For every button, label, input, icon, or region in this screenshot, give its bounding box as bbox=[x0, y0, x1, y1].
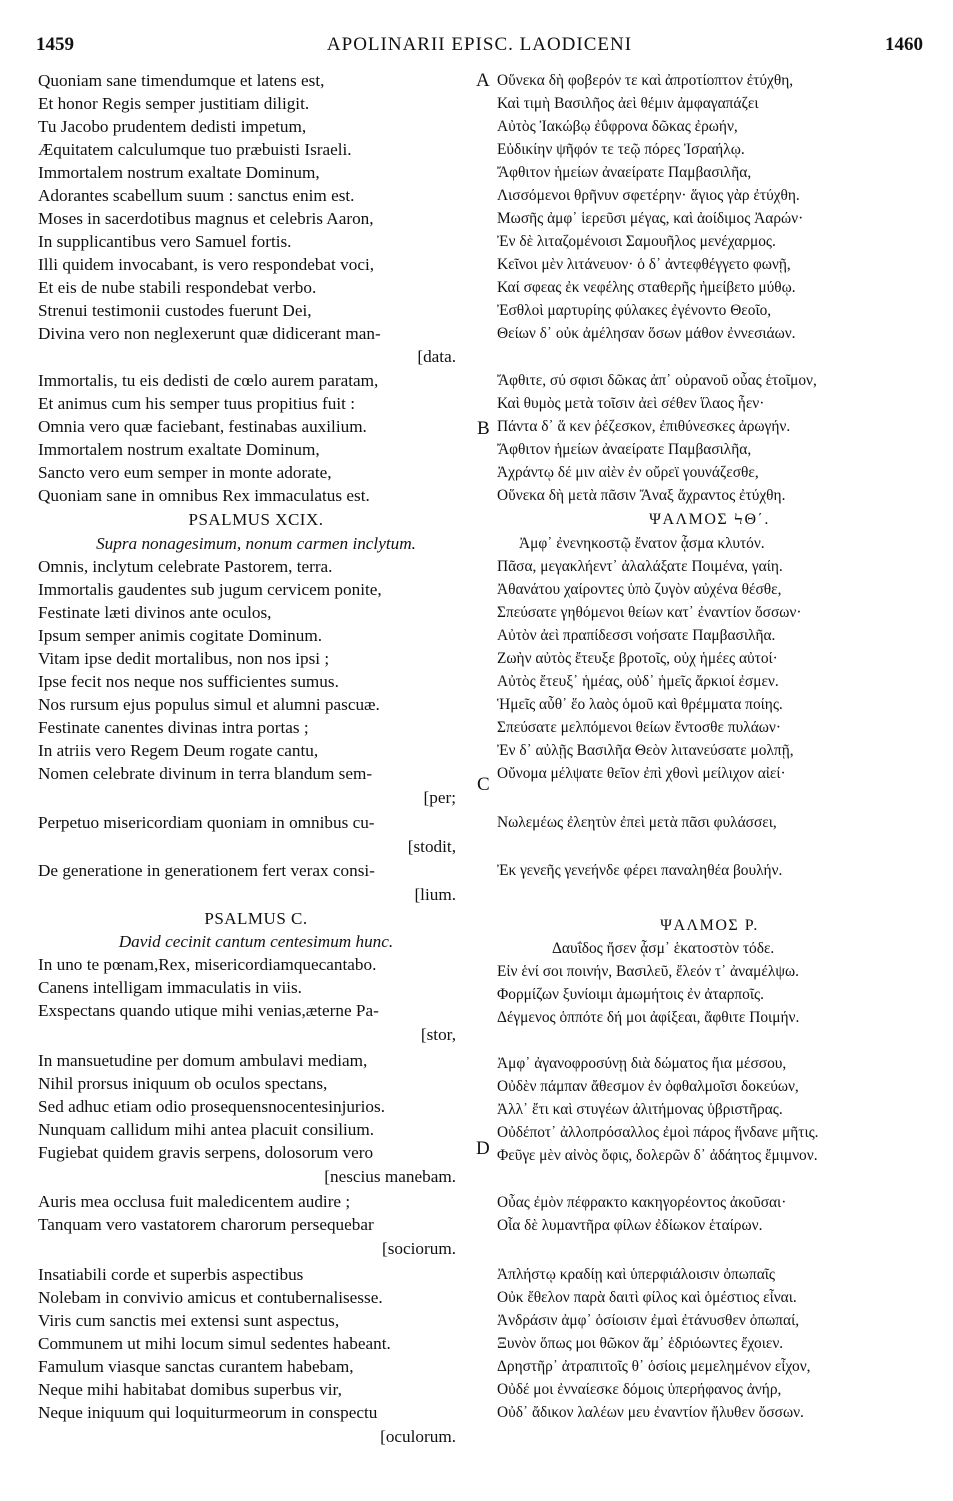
verse-line: Divina vero non neglexerunt quæ didicerant man- bbox=[38, 324, 381, 343]
page-number-left: 1459 bbox=[36, 34, 74, 55]
psalm-heading: ΨΑΛΜΟΣ Ρ. bbox=[660, 917, 759, 934]
verse-line: Adorantes scabellum suum : sanctus enim est. bbox=[38, 186, 355, 205]
verse-line: Σπεύσατε μελπόμενοι θείων ἔντοσθε πυλάων· bbox=[497, 719, 781, 736]
verse-line: Et animus cum his semper tuus propitius fuit : bbox=[38, 394, 355, 413]
verse-line: Ἀπλήστῳ κραδίῃ καὶ ὑπερφιάλοισιν ὀπωπαῖς bbox=[497, 1266, 776, 1283]
verse-line: Vitam ipse dedit mortalibus, non nos ipsi ; bbox=[38, 649, 330, 668]
psalm-subtitle: Δαυΐδος ἤσεν ᾆσμ᾽ ἑκατοστὸν τόδε. bbox=[552, 940, 775, 957]
verse-line: Ipse fecit nos neque nos sufficientes sumus. bbox=[38, 672, 339, 691]
verse-line: Οὐκ ἔθελον παρὰ δαιτὶ φίλος καὶ ὁμέστιος εἶναι. bbox=[497, 1289, 797, 1306]
psalm-heading: PSALMUS XCIX. bbox=[188, 510, 324, 529]
verse-line: Nihil prorsus iniquum ob oculos spectans, bbox=[38, 1074, 328, 1093]
verse-line: Immortalem nostrum exaltate Dominum, bbox=[38, 163, 320, 182]
verse-line: Strenui testimonii custodes fuerunt Dei, bbox=[38, 301, 312, 320]
verse-continuation: [data. bbox=[417, 347, 456, 366]
verse-line: Omnis, inclytum celebrate Pastorem, terra. bbox=[38, 557, 333, 576]
verse-continuation: [per; bbox=[423, 788, 456, 807]
verse-line: Δέγμενος ὁππότε δή μοι ἀφίξεαι, ἄφθιτε Ποιμήν. bbox=[497, 1009, 800, 1026]
verse-line: Μωσῆς ἀμφ᾽ ἱερεῦσι μέγας, καὶ ἀοίδιμος Ἀαρών· bbox=[497, 210, 804, 227]
verse-line: De generatione in generationem fert verax consi- bbox=[38, 861, 375, 880]
verse-line: Ἀχράντῳ δέ μιν αἰὲν ἐν οὔρεϊ γουνάζεσθε, bbox=[497, 464, 759, 481]
verse-line: Φεῦγε μὲν αἰνὸς ὄφις, δολερῶν δ᾽ ἀδάητος ἔμιμνον. bbox=[497, 1147, 818, 1164]
verse-line: Sancto vero eum semper in monte adorate, bbox=[38, 463, 332, 482]
verse-line: Quoniam sane timendumque et latens est, bbox=[38, 71, 325, 90]
verse-line: Viris cum sanctis mei extensi sunt aspectus, bbox=[38, 1311, 340, 1330]
psalm-heading: PSALMUS C. bbox=[204, 909, 308, 928]
page-number-right: 1460 bbox=[885, 34, 923, 55]
verse-line: Ἐσθλοὶ μαρτυρίης φύλακες ἐγένοντο Θεοῖο, bbox=[497, 302, 772, 319]
verse-line: Ἀθανάτου χαίροντες ὑπὸ ζυγὸν αὐχένα θέσθε, bbox=[497, 581, 782, 598]
verse-line: Et eis de nube stabili respondebat verbo. bbox=[38, 278, 317, 297]
verse-line: Ἀνδράσιν ἀμφ᾽ ὁσίοισιν ἐμαὶ ἐτάνυσθεν ὀπωπαί, bbox=[497, 1312, 800, 1329]
verse-line: In uno te pœnam,Rex, misericordiamquecantabo. bbox=[38, 955, 377, 974]
verse-line: Canens intelligam immaculatis in viis. bbox=[38, 978, 302, 997]
psalm-subtitle: Supra nonagesimum, nonum carmen inclytum. bbox=[96, 534, 416, 553]
margin-marker-b: B bbox=[477, 418, 490, 439]
psalm-subtitle: Ἀμφ᾽ ἐνενηκοστῷ ἔνατον ᾆσμα κλυτόν. bbox=[519, 535, 765, 552]
verse-line: Ἐν δὲ λιταζομένοισι Σαμουῆλος μενέχαρμος. bbox=[497, 233, 776, 250]
psalm-heading: ΨΑΛΜΟΣ ϞΘ΄. bbox=[649, 511, 770, 528]
verse-continuation: [nescius manebam. bbox=[324, 1167, 456, 1186]
verse-line: Neque iniquum qui loquiturmeorum in conspectu bbox=[38, 1403, 378, 1422]
verse-line: In atriis vero Regem Deum rogate cantu, bbox=[38, 741, 319, 760]
verse-line: Ἐκ γενεῆς γενεήνδε φέρει παναληθέα βουλήν. bbox=[497, 862, 783, 879]
verse-line: Νωλεμέως ἐλεητὺν ἐπεὶ μετὰ πᾶσι φυλάσσει, bbox=[497, 814, 777, 831]
verse-line: Famulum viasque sanctas curantem habebam, bbox=[38, 1357, 354, 1376]
verse-line: Æquitatem calculumque tuo præbuisti Israeli. bbox=[38, 140, 352, 159]
verse-line: Exspectans quando utique mihi venias,æterne Pa- bbox=[38, 1001, 379, 1020]
verse-line: Auris mea occlusa fuit maledicentem audire ; bbox=[38, 1192, 351, 1211]
verse-continuation: [stodit, bbox=[407, 837, 456, 856]
verse-line: Omnia vero quæ faciebant, festinabas auxilium. bbox=[38, 417, 367, 436]
verse-line: Quoniam sane in omnibus Rex immaculatus est. bbox=[38, 486, 370, 505]
verse-line: Ἡμεῖς αὖθ᾽ ἕο λαὸς ὁμοῦ καὶ θρέμματα ποίης. bbox=[497, 696, 783, 713]
verse-line: Ζωὴν αὐτὸς ἔτευξε βροτοῖς, οὐχ ἡμέες αὐτοί· bbox=[497, 650, 778, 667]
verse-line: Immortalis, tu eis dedisti de cœlo aurem paratam, bbox=[38, 371, 379, 390]
verse-line: Ξυνὸν ὅπως μοι θῶκον ἅμ᾽ ἑδριόωντες ἔχοιεν. bbox=[497, 1335, 784, 1352]
verse-line: In mansuetudine per domum ambulavi mediam, bbox=[38, 1051, 368, 1070]
verse-continuation: [sociorum. bbox=[382, 1239, 456, 1258]
verse-line: Nolebam in convivio amicus et contubernalisesse. bbox=[38, 1288, 383, 1307]
verse-line: Festinate læti divinos ante oculos, bbox=[38, 603, 272, 622]
verse-continuation: [oculorum. bbox=[380, 1427, 456, 1446]
verse-line: Αὐτὸς ἔτευξ᾽ ἡμέας, οὐδ᾽ ἡμεῖς ἄρκιοί ἐσμεν. bbox=[497, 673, 779, 690]
verse-continuation: [lium. bbox=[414, 885, 456, 904]
margin-marker-c: C bbox=[477, 774, 490, 795]
verse-line: In supplicantibus vero Samuel fortis. bbox=[38, 232, 292, 251]
verse-line: Καί σφεας ἐκ νεφέλης σταθερῆς ἠμείβετο μύθῳ. bbox=[497, 279, 796, 296]
verse-line: Πᾶσα, μεγακλήεντ᾽ ἀλαλάξατε Ποιμένα, γαίη. bbox=[497, 558, 783, 575]
verse-line: Σπεύσατε γηθόμενοι θείων κατ᾽ ἐναντίον ὄσσων· bbox=[497, 604, 802, 621]
verse-line: Communem ut mihi locum simul sedentes habeant. bbox=[38, 1334, 391, 1353]
verse-line: Ἄφθιτον ἡμείων ἀναείρατε Παμβασιλῆα, bbox=[497, 441, 752, 458]
verse-line: Κεῖνοι μὲν λιτάνευον· ὁ δ᾽ ἀντεφθέγγετο φωνῇ, bbox=[497, 256, 791, 273]
verse-line: Nos rursum ejus populus simul et alumni pascuæ. bbox=[38, 695, 380, 714]
verse-line: Ἐν δ᾽ αὐλῇς Βασιλῆα Θεὸν λιτανεύσατε μολπῇ, bbox=[497, 742, 794, 759]
verse-line: Et honor Regis semper justitiam diligit. bbox=[38, 94, 310, 113]
verse-line: Insatiabili corde et superbis aspectibus bbox=[38, 1265, 304, 1284]
verse-line: Οὕνεκα δὴ φοβερόν τε καὶ ἀπροτίοπτον ἐτύχθη, bbox=[497, 72, 794, 89]
verse-line: Οὐδέποτ᾽ ἀλλοπρόσαλλος ἐμοὶ πάρος ἥνδανε μῆτις. bbox=[497, 1124, 819, 1141]
verse-line: Ipsum semper animis cogitate Dominum. bbox=[38, 626, 323, 645]
verse-continuation: [stor, bbox=[420, 1025, 456, 1044]
verse-line: Ἄφθιτε, σύ σφισι δῶκας ἀπ᾽ οὐρανοῦ οὖας ἑτοῖμον, bbox=[497, 372, 817, 389]
verse-line: Οὐδ᾽ ἄδικον λαλέων μευ ἐναντίον ἤλυθεν ὄσσων. bbox=[497, 1404, 804, 1421]
verse-line: Immortalem nostrum exaltate Dominum, bbox=[38, 440, 320, 459]
verse-line: Nunquam callidum mihi antea placuit consilium. bbox=[38, 1120, 375, 1139]
verse-line: Οἷα δὲ λυμαντῆρα φίλων ἐδίωκον ἑταίρων. bbox=[497, 1217, 763, 1234]
verse-line: Ἄφθιτον ἡμείων ἀναείρατε Παμβασιλῆα, bbox=[497, 164, 752, 181]
verse-line: Festinate canentes divinas intra portas ; bbox=[38, 718, 309, 737]
verse-line: Εἰν ἑνί σοι ποινήν, Βασιλεῦ, ἔλεόν τ᾽ ἀναμέλψω. bbox=[497, 963, 799, 980]
verse-line: Οὔνομα μέλψατε θεῖον ἐπὶ χθονὶ μείλιχον αἰεί· bbox=[497, 765, 786, 782]
verse-line: Καὶ τιμὴ Βασιλῆος ἀεὶ θέμιν ἀμφαγαπάζει bbox=[497, 95, 759, 112]
verse-line: Perpetuo misericordiam quoniam in omnibus cu- bbox=[38, 813, 375, 832]
verse-line: Αὐτὸς Ἰακώβῳ ἐΰφρονα δῶκας ἐρωήν, bbox=[497, 118, 738, 135]
verse-line: Θείων δ᾽ οὐκ ἀμέλησαν ὅσων μάθον ἐννεσιάων. bbox=[497, 325, 796, 342]
verse-line: Neque mihi habitabat domibus superbus vir, bbox=[38, 1380, 342, 1399]
verse-line: Εὐδικίην ψῆφόν τε τεῷ πόρες Ἰσραήλῳ. bbox=[497, 141, 745, 158]
verse-line: Οὐδέ μοι ἐνναίεσκε δόμοις ὑπερήφανος ἀνήρ, bbox=[497, 1381, 782, 1398]
verse-line: Tanquam vero vastatorem charorum persequebar bbox=[38, 1215, 374, 1234]
verse-line: Illi quidem invocabant, is vero respondebat voci, bbox=[38, 255, 375, 274]
verse-line: Πάντα δ᾽ ἅ κεν ῥέζεσκον, ἐπιθύνεσκες ἀρωγήν. bbox=[497, 418, 791, 435]
verse-line: Nomen celebrate divinum in terra blandum sem- bbox=[38, 764, 373, 783]
psalm-subtitle: David cecinit cantum centesimum hunc. bbox=[118, 932, 394, 951]
verse-line: Οὖας ἐμὸν πέφρακτο κακηγορέοντος ἀκοῦσαι· bbox=[497, 1194, 787, 1211]
page-header bbox=[36, 34, 923, 64]
verse-line: Καὶ θυμὸς μετὰ τοῖσιν ἀεὶ σέθεν ἵλαος ἦεν· bbox=[497, 395, 765, 412]
verse-line: Ἀλλ᾽ ἔτι καὶ στυγέων ἀλιτήμονας ὑβριστῆρας. bbox=[497, 1101, 783, 1118]
verse-line: Fugiebat quidem gravis serpens, dolosorum vero bbox=[38, 1143, 374, 1162]
margin-marker-a: A bbox=[476, 70, 490, 91]
verse-line: Λισσόμενοι θρῆνυν σφετέρην· ἅγιος γὰρ ἐτύχθη. bbox=[497, 187, 800, 204]
margin-marker-d: D bbox=[476, 1138, 490, 1159]
verse-line: Sed adhuc etiam odio prosequensnocentesinjurios. bbox=[38, 1097, 386, 1116]
verse-line: Δρηστῆρ᾽ ἀτραπιτοῖς θ᾽ ὁσίοις μεμελημένον εἶχον, bbox=[497, 1358, 811, 1375]
verse-line: Οὕνεκα δὴ μετὰ πᾶσιν Ἄναξ ἄχραντος ἐτύχθη. bbox=[497, 487, 786, 504]
verse-line: Φορμίζων ξυνίοιμι ἀμωμήτοις ἐν ἀταρποῖς. bbox=[497, 986, 764, 1003]
verse-line: Tu Jacobo prudentem dedisti impetum, bbox=[38, 117, 307, 136]
verse-line: Immortalis gaudentes sub jugum cervicem ponite, bbox=[38, 580, 382, 599]
running-title: APOLINARII EPISC. LAODICENI bbox=[326, 34, 633, 55]
verse-line: Moses in sacerdotibus magnus et celebris Aaron, bbox=[38, 209, 374, 228]
verse-line: Ἀμφ᾽ ἀγανοφροσύνῃ διὰ δώματος ἤια μέσσου, bbox=[497, 1055, 787, 1072]
verse-line: Οὐδὲν πάμπαν ἄθεσμον ἐν ὀφθαλμοῖσι δοκεύων, bbox=[497, 1078, 799, 1095]
verse-line: Αὐτὸν ἀεὶ πραπίδεσσι νοήσατε Παμβασιλῆα. bbox=[497, 627, 776, 644]
